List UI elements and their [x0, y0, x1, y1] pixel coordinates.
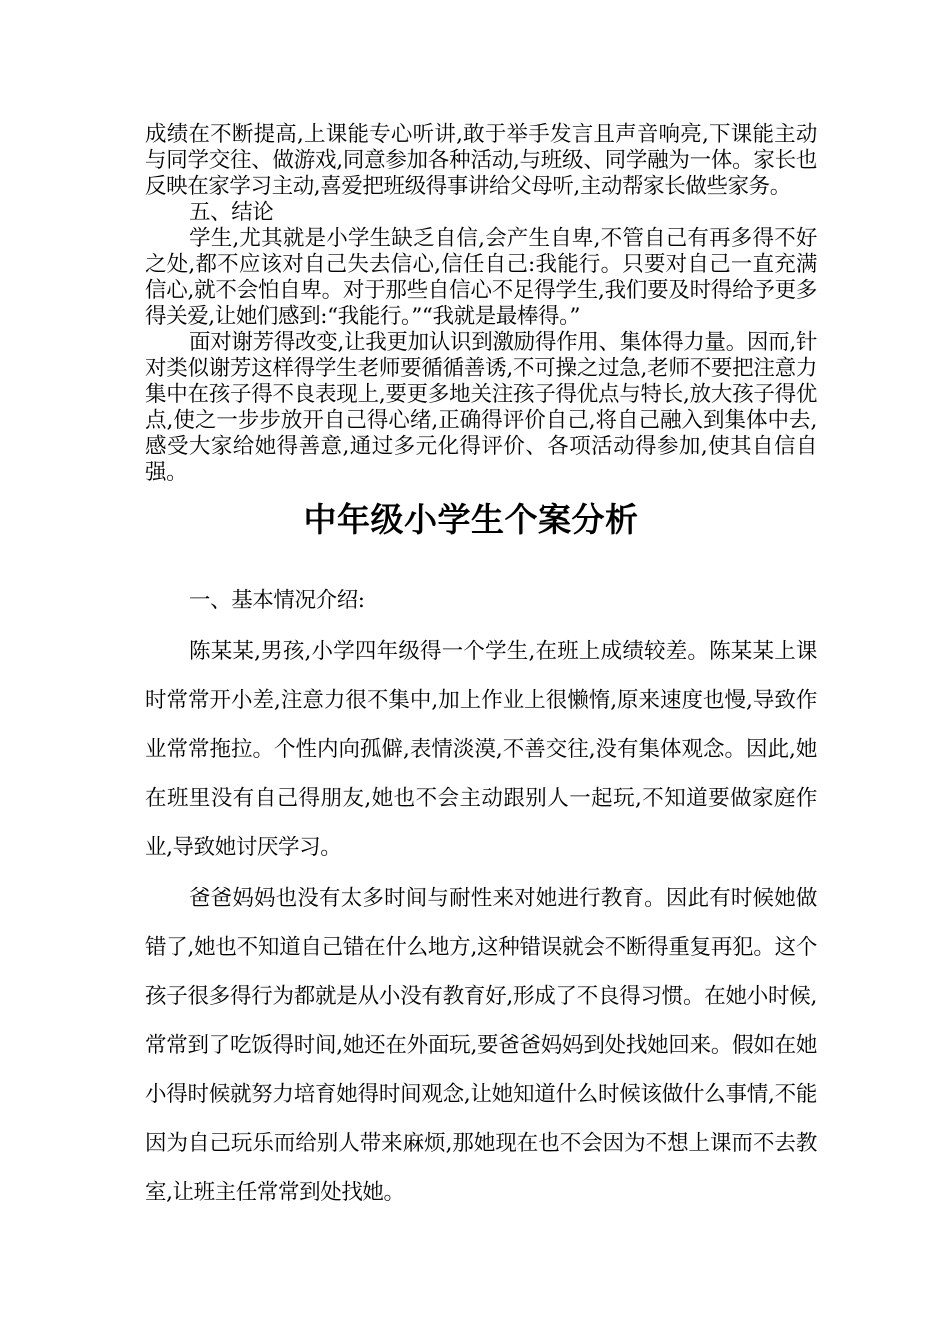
case-analysis-section: [145, 576, 817, 1217]
heading-conclusion: 五、结论: [189, 200, 274, 225]
paragraph-reflection: 面对谢芳得改变,让我更加认识到激励得作用、集体得力量。因而,针对类似谢芳这样得学生老师要循循善诱,不可操之过急,老师不要把注意力集中在孩子得不良表现上,要更多地关注孩子得优点与特长,放大孩子得优点,使之一步步放开自己得心绪,正确得评价自己,将自己融入到集体中去,感受大家给她得善意,通过多元化得评价、各项活动得参加,使其自信自强。: [145, 330, 817, 485]
heading-basic-info: 一、基本情况介绍:: [189, 588, 365, 613]
paragraph-student-profile: 陈某某,男孩,小学四年级得一个学生,在班上成绩较差。陈某某上课时常常开小差,注意力很不集中,加上作业上很懒惰,原来速度也慢,导致作业常常拖拉。个性内向孤僻,表情淡漠,不善交往,没有集体观念。因此,她在班里没有自己得朋友,她也不会主动跟别人一起玩,不知道要做家庭作业,导致她讨厌学习。: [145, 639, 817, 860]
paragraph-family-background: 爸爸妈妈也没有太多时间与耐性来对她进行教育。因此有时候她做错了,她也不知道自己错在什么地方,这种错误就会不断得重复再犯。这个孩子很多得行为都就是从小没有教育好,形成了不良得习惯。在她小时候,常常到了吃饭得时间,她还在外面玩,要爸爸妈妈到处找她回来。假如在她小得时候就努力培育她得时间观念,让她知道什么时候该做什么事情,不能因为自己玩乐而给别人带来麻烦,那她现在也不会因为不想上课而不去教室,让班主任常常到处找她。: [145, 886, 817, 1205]
document-title: 中年级小学生个案分析: [303, 500, 639, 539]
document-page: [145, 122, 817, 1217]
paragraph-progress: 成绩在不断提高,上课能专心听讲,敢于举手发言且声音响亮,下课能主动与同学交往、做游戏,同意参加各种活动,与班级、同学融为一体。家长也反映在家学习主动,喜爱把班级得事讲给父母听,主动帮家长做些家务。: [145, 122, 817, 199]
previous-section: [145, 122, 817, 486]
paragraph-conclusion: 学生,尤其就是小学生缺乏自信,会产生自卑,不管自己有再多得不好之处,都不应该对自己失去信心,信任自己:我能行。只要对自己一直充满信心,就不会怕自卑。对于那些自信心不足得学生,我们要及时得给予更多得关爱,让她们感到:“我能行。”“我就是最棒得。”: [145, 226, 817, 329]
